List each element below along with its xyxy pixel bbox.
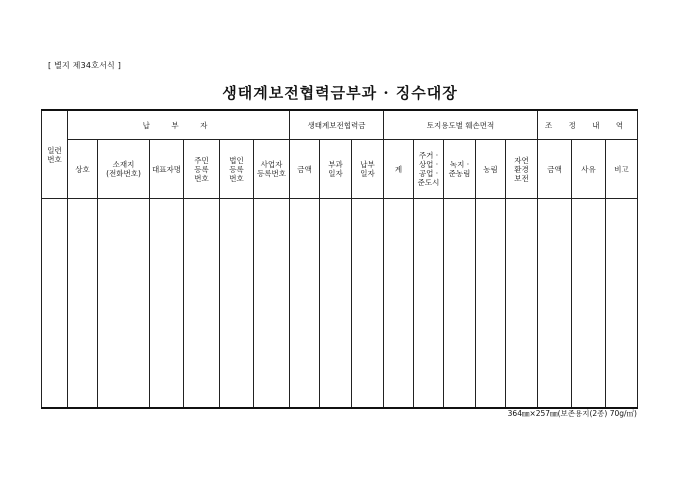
cell-agriculture-forestry[interactable] <box>476 199 506 409</box>
column-header-representative: 대표자명 <box>150 140 184 199</box>
cell-trade-name[interactable] <box>68 199 98 409</box>
column-header-fee-amount: 금액 <box>290 140 320 199</box>
column-header-remarks: 비고 <box>606 140 638 199</box>
column-header-residential-commercial: 주거 · 상업 · 공업 · 준도시 <box>414 140 444 199</box>
column-header-levy-date: 부과 일자 <box>320 140 352 199</box>
cell-adjustment-amount[interactable] <box>538 199 572 409</box>
group-header-fee: 생태계보전협력금 <box>290 110 384 140</box>
column-header-corporate-number: 법인 등록 번호 <box>220 140 254 199</box>
cell-resident-number[interactable] <box>184 199 220 409</box>
cell-green-semi-agri[interactable] <box>444 199 476 409</box>
cell-total[interactable] <box>384 199 414 409</box>
cell-payment-date[interactable] <box>352 199 384 409</box>
group-header-row <box>42 110 638 140</box>
cell-residential-commercial[interactable] <box>414 199 444 409</box>
cell-levy-date[interactable] <box>320 199 352 409</box>
column-header-business-number: 사업자 등록번호 <box>254 140 290 199</box>
cell-corporate-number[interactable] <box>220 199 254 409</box>
group-header-payer: 납 부 자 <box>68 110 290 140</box>
cell-fee-amount[interactable] <box>290 199 320 409</box>
column-header-agriculture-forestry: 농림 <box>476 140 506 199</box>
column-header-row <box>42 140 638 199</box>
form-number-label: [ 별지 제34호서식 ] <box>48 61 122 70</box>
cell-business-number[interactable] <box>254 199 290 409</box>
group-header-adjustment: 조 정 내 역 <box>538 110 638 140</box>
cell-remarks[interactable] <box>606 199 638 409</box>
ledger-table <box>41 109 638 409</box>
cell-representative[interactable] <box>150 199 184 409</box>
cell-row-number[interactable] <box>42 199 68 409</box>
column-header-reason: 사유 <box>572 140 606 199</box>
column-header-resident-number: 주민 등록 번호 <box>184 140 220 199</box>
row-number-header: 일련 번호 <box>42 110 68 199</box>
column-header-nature-conservation: 자연 환경 보전 <box>506 140 538 199</box>
table-row <box>42 199 638 409</box>
column-header-address-phone: 소재지 (전화번호) <box>98 140 150 199</box>
paper-spec-footnote: 364㎜×257㎜(보존용지(2종) 70g/㎡) <box>507 409 637 418</box>
cell-nature-conservation[interactable] <box>506 199 538 409</box>
cell-reason[interactable] <box>572 199 606 409</box>
column-header-green-semi-agri: 녹지 · 준농림 <box>444 140 476 199</box>
column-header-payment-date: 납부 일자 <box>352 140 384 199</box>
column-header-total: 계 <box>384 140 414 199</box>
page-title: 생태계보전협력금부과 · 징수대장 <box>222 84 458 102</box>
column-header-adjustment-amount: 금액 <box>538 140 572 199</box>
column-header-trade-name: 상호 <box>68 140 98 199</box>
group-header-land-use: 토지용도별 훼손면적 <box>384 110 538 140</box>
cell-address-phone[interactable] <box>98 199 150 409</box>
